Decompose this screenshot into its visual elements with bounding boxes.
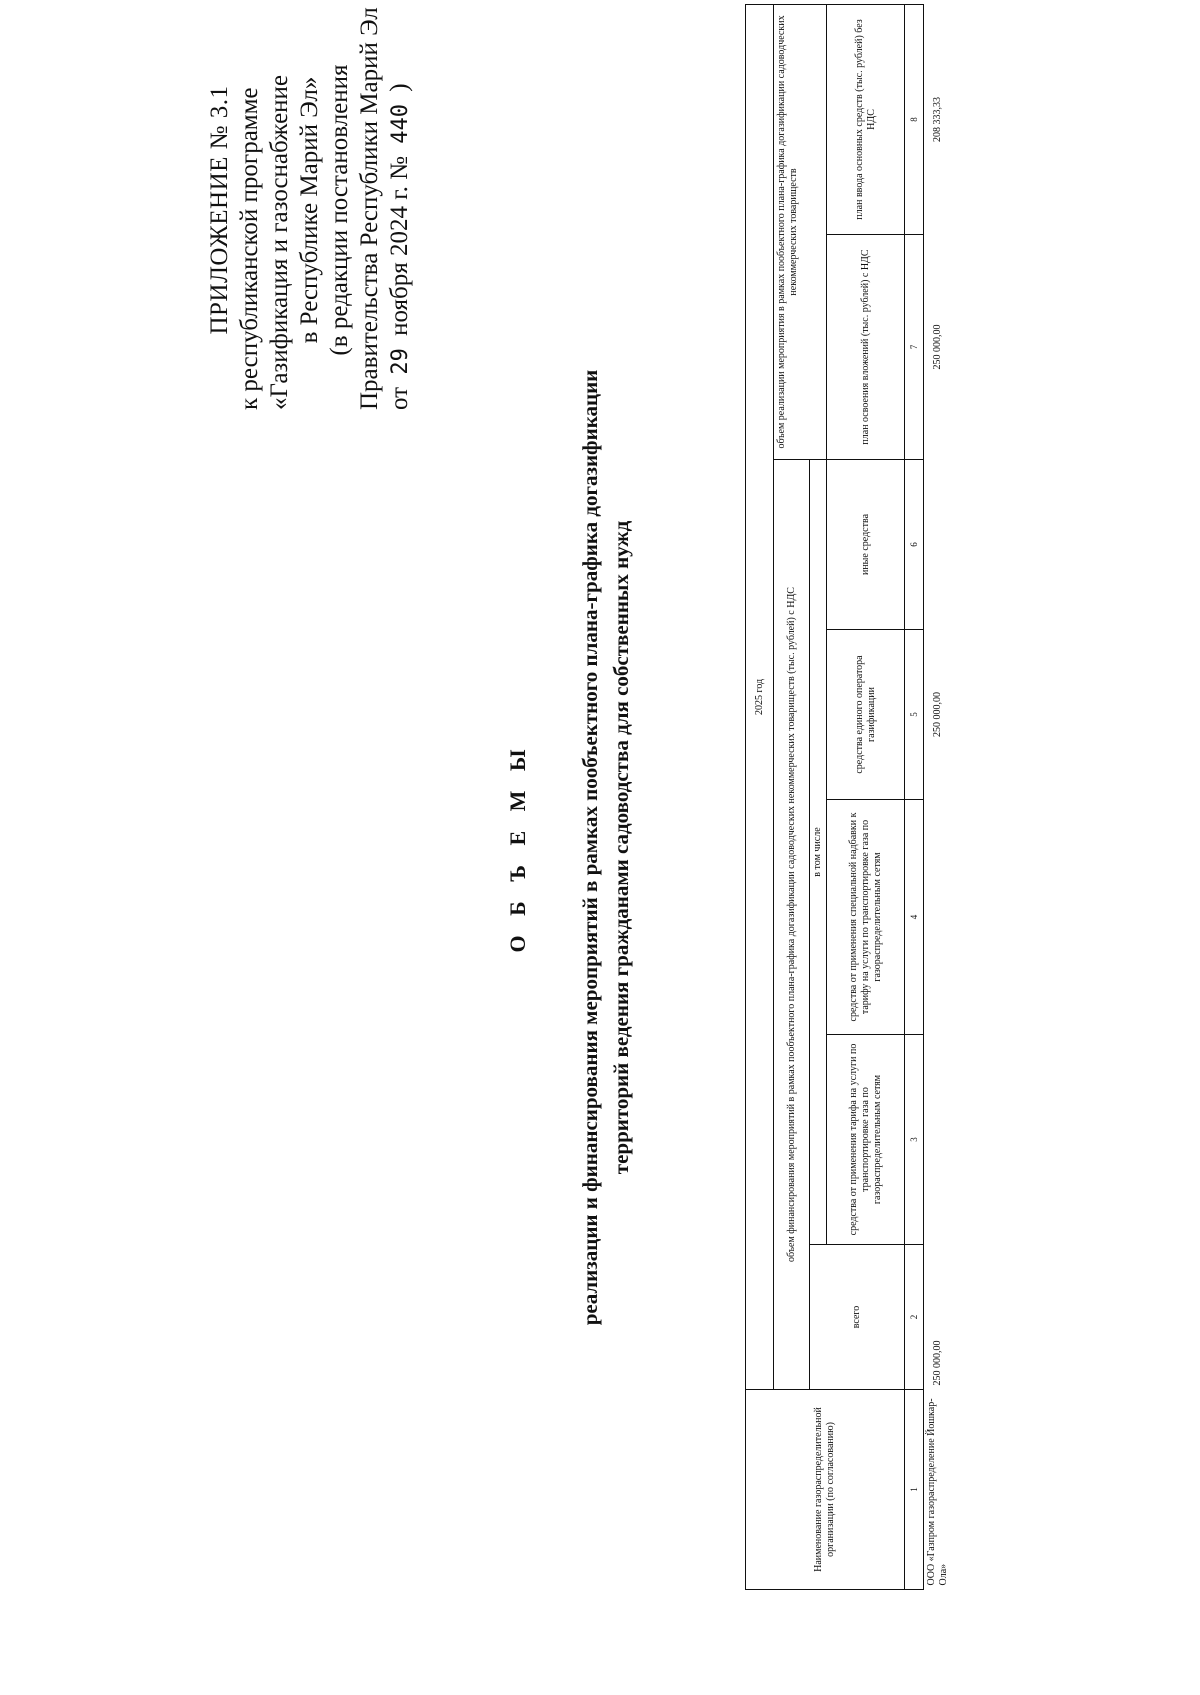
header-year: 2025 год bbox=[746, 4, 774, 1389]
cell-other bbox=[924, 460, 953, 630]
document-title: О Б Ъ Е М Ы bbox=[505, 742, 530, 953]
appendix-line: в Республике Марий Эл» bbox=[296, 76, 323, 344]
cell-invest: 250 000,00 bbox=[932, 324, 943, 370]
date-prefix: от bbox=[386, 386, 413, 410]
header-operator: средства единого оператора газификации bbox=[827, 630, 905, 800]
header-realization: объем реализации мероприятия в рамках пообъектного плана-графика догазификации садоводческих некоммерческих товариществ bbox=[774, 4, 827, 459]
appendix-line: «Газификация и газоснабжение bbox=[266, 74, 293, 410]
col-number: 2 bbox=[905, 1245, 924, 1390]
cell-tariff bbox=[924, 1035, 953, 1245]
document-subtitle bbox=[575, 0, 637, 1695]
date-day: 29 bbox=[388, 348, 413, 375]
header-org: Наименование газораспределительной организации (по согласованию) bbox=[746, 1390, 905, 1590]
cell-special bbox=[924, 800, 953, 1035]
header-incl: в том числе bbox=[810, 460, 827, 1245]
appendix-date-line bbox=[385, 10, 416, 410]
appendix-line: Правительства Республики Марий Эл bbox=[356, 7, 383, 410]
header-financing: объем финансирования мероприятий в рамках пообъектного плана-графика догазификации садоводческих некоммерческих товариществ (тыс. рублей) с НДС bbox=[774, 460, 810, 1390]
decree-number: 440 bbox=[388, 103, 413, 144]
cell-operator: 250 000,00 bbox=[932, 692, 943, 737]
subtitle-line: территорий ведения гражданами садоводства для собственных нужд bbox=[609, 520, 633, 1175]
cell-total: 250 000,00 bbox=[932, 1340, 943, 1386]
col-number: 1 bbox=[905, 1390, 924, 1590]
cell-org: ООО «Газпром газораспределение Йошкар-Ола» bbox=[926, 1398, 949, 1586]
header-special: средства от применения специальной надбавки к тарифу на услуги по транспортировке газа по газораспределительным сетям bbox=[827, 800, 905, 1035]
date-rest: ноября 2024 г. № bbox=[386, 155, 413, 336]
col-number: 5 bbox=[905, 630, 924, 800]
appendix-line: (в редакции постановления bbox=[326, 64, 353, 356]
col-number: 6 bbox=[905, 460, 924, 630]
table-row bbox=[924, 4, 953, 1589]
col-number: 3 bbox=[905, 1035, 924, 1245]
col-number: 7 bbox=[905, 235, 924, 460]
header-tariff: средства от применения тарифа на услуги по транспортировке газа по газораспределительным сетям bbox=[827, 1035, 905, 1245]
header-assets: план ввода основных средств (тыс. рублей) без НДС bbox=[827, 4, 905, 234]
col-number: 8 bbox=[905, 4, 924, 234]
header-invest: план освоения вложений (тыс. рублей) с НДС bbox=[827, 235, 905, 460]
cell-assets: 208 333,33 bbox=[932, 96, 943, 142]
subtitle-line: реализации и финансирования мероприятий в рамках пообъектного плана-графика догазификации bbox=[578, 369, 602, 1326]
col-number: 4 bbox=[905, 800, 924, 1035]
header-other: иные средства bbox=[827, 460, 905, 630]
financing-table bbox=[745, 4, 952, 1590]
appendix-line: к республиканской программе bbox=[236, 87, 263, 410]
appendix-header bbox=[205, 7, 416, 410]
header-total: всего bbox=[810, 1245, 905, 1390]
close-paren: ) bbox=[386, 83, 413, 92]
appendix-title: ПРИЛОЖЕНИЕ № 3.1 bbox=[206, 85, 233, 335]
